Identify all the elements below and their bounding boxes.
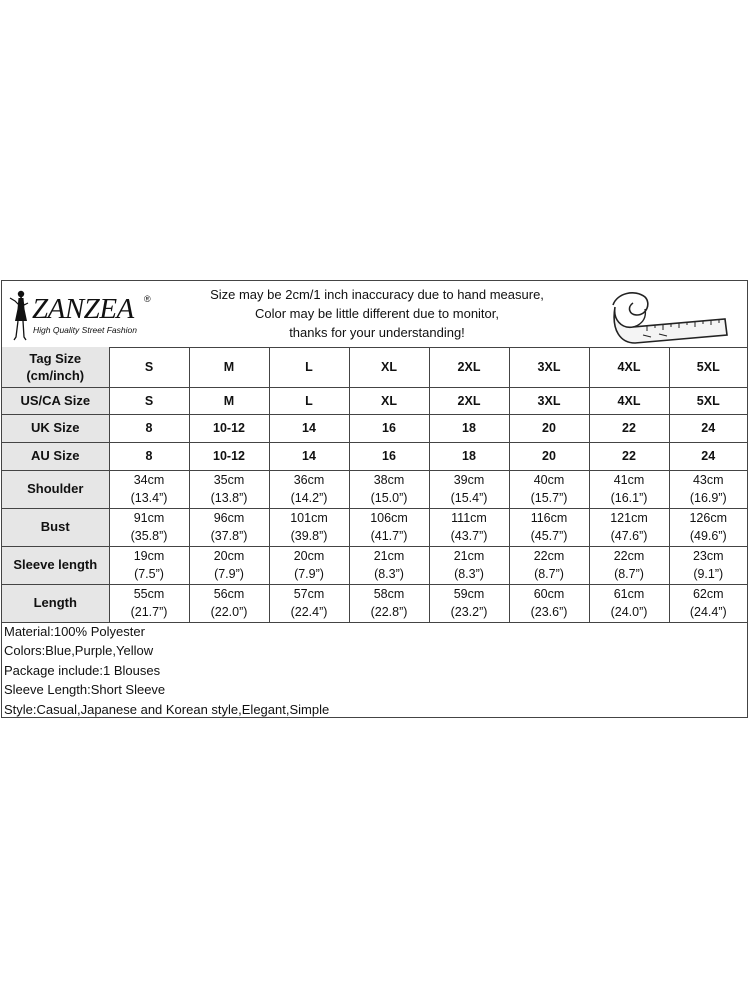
cell-value: 10-12 (213, 449, 245, 463)
cell-value: 22 (622, 421, 636, 435)
cell-value: M (223, 393, 235, 408)
size-cell (269, 387, 349, 414)
registered-mark: ® (144, 294, 151, 304)
size-cell (509, 414, 589, 442)
size-cell (269, 470, 349, 508)
cell-value: 4XL (617, 359, 641, 374)
cell-value: 36cm (293, 473, 325, 487)
cell-value-inch: (8.7”) (614, 567, 644, 581)
size-cell (589, 347, 669, 387)
cell-value: 24 (701, 421, 716, 435)
cell-value: 20cm (293, 549, 325, 563)
cell-value: 22 (622, 449, 636, 463)
cell-value: 121cm (610, 511, 648, 525)
size-cell (189, 546, 269, 584)
size-row (2, 584, 747, 622)
cell-value: 41cm (613, 473, 645, 487)
size-cell (429, 470, 509, 508)
cell-value: 10-12 (213, 421, 245, 435)
row-label: Length (2, 584, 109, 622)
detail-material: Material:100% Polyester (4, 624, 145, 639)
cell-value: 18 (462, 449, 476, 463)
size-cell (189, 387, 269, 414)
size-cell (429, 508, 509, 546)
size-cell (509, 387, 589, 414)
cell-value: 58cm (373, 587, 405, 601)
cell-value: 101cm (290, 511, 328, 525)
size-cell (349, 470, 429, 508)
size-chart-header (2, 281, 747, 348)
size-cell (189, 442, 269, 470)
size-cell (589, 470, 669, 508)
size-table-body (2, 347, 747, 622)
cell-value: 91cm (133, 511, 165, 525)
cell-value: 61cm (613, 587, 645, 601)
size-row (2, 508, 747, 546)
cell-value: 96cm (213, 511, 245, 525)
brand-tagline: High Quality Street Fashion (33, 325, 137, 335)
brand-name: ZANZEA (32, 293, 134, 325)
size-cell (669, 387, 747, 414)
size-cell (269, 584, 349, 622)
notice-line: Color may be little different due to monitor, (255, 306, 499, 321)
cell-value: 20cm (213, 549, 245, 563)
cell-value: 60cm (533, 587, 565, 601)
cell-value: 20 (542, 449, 556, 463)
detail-package: Package include:1 Blouses (4, 662, 161, 678)
cell-value-inch: (7.9”) (294, 567, 324, 581)
size-cell (269, 508, 349, 546)
row-label: AU Size (2, 442, 109, 470)
cell-value-inch: (24.4”) (689, 605, 727, 619)
row-label: Sleeve length (2, 546, 109, 584)
cell-value-inch: (22.8”) (370, 605, 408, 619)
cell-value: 22cm (613, 549, 645, 563)
cell-value-inch: (16.9”) (689, 491, 727, 505)
cell-value: 8 (145, 421, 153, 435)
cell-value: 43cm (692, 473, 724, 487)
size-cell (589, 387, 669, 414)
size-row (2, 387, 747, 414)
cell-value: M (223, 359, 235, 374)
cell-value-inch: (15.7”) (530, 491, 568, 505)
cell-value: L (305, 393, 313, 408)
cell-value: 34cm (133, 473, 165, 487)
cell-value: 4XL (617, 393, 641, 408)
cell-value-inch: (35.8”) (130, 529, 168, 543)
size-cell (349, 414, 429, 442)
cell-value-inch: (21.7”) (130, 605, 168, 619)
cell-value: 20 (542, 421, 556, 435)
cell-value-inch: (39.8”) (290, 529, 328, 543)
cell-value: 18 (462, 421, 476, 435)
cell-value: XL (381, 393, 397, 408)
row-label: Bust (2, 508, 109, 546)
size-cell (589, 584, 669, 622)
cell-value: 3XL (537, 393, 561, 408)
size-cell (429, 546, 509, 584)
size-cell (349, 387, 429, 414)
size-cell (429, 442, 509, 470)
cell-value-inch: (15.4”) (450, 491, 488, 505)
notice-line: Size may be 2cm/1 inch inaccuracy due to hand measure, (210, 287, 544, 302)
size-cell (509, 470, 589, 508)
cell-value: 16 (382, 449, 396, 463)
size-cell (589, 546, 669, 584)
cell-value-inch: (23.6”) (530, 605, 568, 619)
row-label: UK Size (2, 414, 109, 442)
brand-logo (6, 287, 156, 343)
cell-value-inch: (16.1”) (610, 491, 648, 505)
cell-value: 106cm (370, 511, 408, 525)
size-cell (509, 347, 589, 387)
cell-value-inch: (9.1”) (693, 567, 724, 581)
size-cell (429, 347, 509, 387)
cell-value: 5XL (696, 359, 720, 374)
cell-value-inch: (15.0”) (370, 491, 408, 505)
size-cell (509, 508, 589, 546)
size-cell (429, 387, 509, 414)
size-row (2, 470, 747, 508)
size-cell (429, 584, 509, 622)
size-cell (349, 347, 429, 387)
cell-value: 2XL (457, 359, 481, 374)
cell-value: 35cm (213, 473, 245, 487)
cell-value: S (144, 359, 154, 374)
cell-value-inch: (13.4”) (130, 491, 168, 505)
cell-value: 21cm (453, 549, 485, 563)
cell-value: XL (381, 359, 397, 374)
cell-value: 40cm (533, 473, 565, 487)
cell-value: 3XL (537, 359, 561, 374)
cell-value: 19cm (133, 549, 165, 563)
size-cell (509, 442, 589, 470)
cell-value-inch: (45.7”) (530, 529, 568, 543)
size-cell (509, 546, 589, 584)
row-label: Shoulder (2, 470, 109, 508)
size-cell (109, 442, 189, 470)
row-label: Tag Size (cm/inch) (2, 347, 109, 387)
size-cell (589, 414, 669, 442)
cell-value: 56cm (213, 587, 245, 601)
cell-value: 62cm (692, 587, 724, 601)
size-cell (109, 470, 189, 508)
size-cell (189, 347, 269, 387)
size-cell (109, 387, 189, 414)
cell-value-inch: (47.6”) (610, 529, 648, 543)
size-cell (669, 442, 747, 470)
size-row (2, 414, 747, 442)
cell-value: S (144, 393, 154, 408)
size-cell (109, 546, 189, 584)
size-cell (349, 584, 429, 622)
size-cell (349, 508, 429, 546)
cell-value-inch: (7.5”) (134, 567, 164, 581)
size-cell (109, 508, 189, 546)
size-cell (189, 414, 269, 442)
cell-value: 39cm (453, 473, 485, 487)
cell-value-inch: (49.6”) (689, 529, 727, 543)
cell-value: 55cm (133, 587, 165, 601)
cell-value: 21cm (373, 549, 405, 563)
cell-value-inch: (8.7”) (534, 567, 564, 581)
detail-colors: Colors:Blue,Purple,Yellow (4, 643, 154, 659)
cell-value-inch: (8.3”) (454, 567, 484, 581)
cell-value-inch: (22.4”) (290, 605, 328, 619)
size-cell (429, 414, 509, 442)
cell-value: 8 (145, 449, 153, 463)
size-cell (349, 442, 429, 470)
size-row (2, 347, 747, 387)
cell-value: 23cm (692, 549, 724, 563)
size-table (2, 347, 747, 623)
cell-value: 59cm (453, 587, 485, 601)
notice-line: thanks for your understanding! (289, 325, 465, 340)
cell-value: 22cm (533, 549, 565, 563)
size-cell (189, 584, 269, 622)
size-cell (269, 414, 349, 442)
cell-value-inch: (24.0”) (610, 605, 648, 619)
cell-value: 24 (701, 449, 716, 463)
cell-value: 2XL (457, 393, 481, 408)
size-cell (669, 347, 747, 387)
cell-value: 5XL (696, 393, 720, 408)
size-cell (109, 584, 189, 622)
cell-value: 14 (302, 449, 316, 463)
size-cell (109, 414, 189, 442)
detail-sleeve-length: Sleeve Length:Short Sleeve (4, 682, 166, 698)
size-cell (189, 470, 269, 508)
size-cell (669, 470, 747, 508)
cell-value-inch: (8.3”) (374, 567, 404, 581)
tape-measure-icon (607, 285, 733, 345)
size-cell (189, 508, 269, 546)
fashion-model-icon (6, 287, 34, 343)
cell-value: 57cm (293, 587, 325, 601)
size-cell (669, 584, 747, 622)
size-row (2, 442, 747, 470)
cell-value: 126cm (689, 511, 728, 525)
size-row (2, 546, 747, 584)
size-cell (669, 508, 747, 546)
size-cell (349, 546, 429, 584)
cell-value: 14 (302, 421, 316, 435)
size-cell (509, 584, 589, 622)
size-chart (1, 280, 748, 718)
cell-value-inch: (43.7”) (450, 529, 488, 543)
cell-value: 111cm (451, 511, 487, 525)
cell-value-inch: (7.9”) (214, 567, 244, 581)
size-cell (269, 442, 349, 470)
cell-value-inch: (22.0”) (210, 605, 248, 619)
measurement-notice (162, 285, 592, 342)
size-cell (669, 546, 747, 584)
cell-value: 116cm (530, 511, 568, 525)
cell-value-inch: (14.2”) (290, 491, 328, 505)
cell-value: 16 (382, 421, 396, 435)
size-cell (109, 347, 189, 387)
row-label: US/CA Size (2, 387, 109, 414)
cell-value: 38cm (373, 473, 405, 487)
size-cell (269, 347, 349, 387)
size-cell (269, 546, 349, 584)
cell-value-inch: (41.7”) (370, 529, 408, 543)
detail-style: Style:Casual,Japanese and Korean style,Elegant,Simple (4, 701, 330, 717)
cell-value-inch: (23.2”) (450, 605, 488, 619)
cell-value-inch: (37.8”) (210, 529, 248, 543)
cell-value: L (305, 359, 313, 374)
size-cell (669, 414, 747, 442)
size-cell (589, 442, 669, 470)
cell-value-inch: (13.8”) (210, 491, 248, 505)
size-cell (589, 508, 669, 546)
product-details (4, 622, 329, 719)
